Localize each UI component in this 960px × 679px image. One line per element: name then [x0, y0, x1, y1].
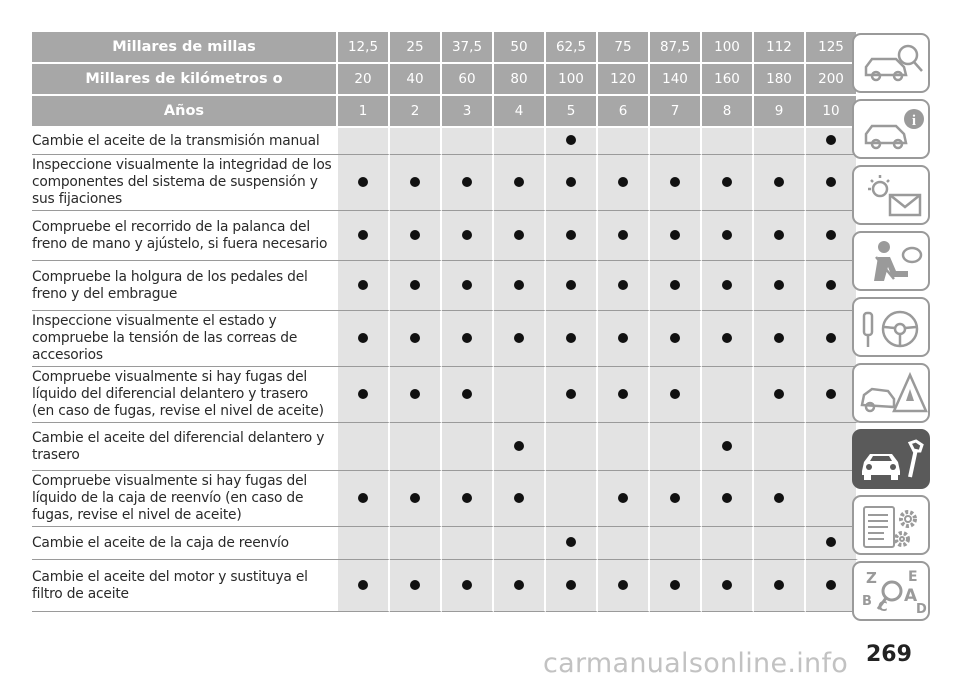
header-value: 100	[546, 64, 598, 96]
table-row	[32, 471, 858, 527]
table-row	[32, 367, 858, 423]
scheduled-dot-icon	[462, 389, 472, 399]
schedule-cell	[442, 367, 494, 423]
header-value: 8	[702, 96, 754, 128]
schedule-cell	[494, 423, 546, 471]
scheduled-dot-icon	[462, 280, 472, 290]
table-row	[32, 560, 858, 612]
scheduled-dot-icon	[774, 177, 784, 187]
header-value: 9	[754, 96, 806, 128]
svg-text:Z: Z	[866, 569, 877, 587]
schedule-cell	[546, 155, 598, 211]
scheduled-dot-icon	[566, 280, 576, 290]
scheduled-dot-icon	[722, 280, 732, 290]
schedule-cell	[546, 423, 598, 471]
schedule-cell	[702, 311, 754, 367]
schedule-cell	[390, 471, 442, 527]
schedule-cell	[442, 155, 494, 211]
scheduled-dot-icon	[514, 177, 524, 187]
header-value: 5	[546, 96, 598, 128]
scheduled-dot-icon	[774, 493, 784, 503]
header-value: 120	[598, 64, 650, 96]
schedule-cell	[494, 367, 546, 423]
schedule-cell	[754, 155, 806, 211]
schedule-cell	[650, 211, 702, 261]
scheduled-dot-icon	[462, 230, 472, 240]
schedule-cell	[806, 261, 858, 311]
scheduled-dot-icon	[670, 177, 680, 187]
schedule-cell	[546, 128, 598, 155]
schedule-cell	[806, 128, 858, 155]
header-value: 200	[806, 64, 858, 96]
header-value: 6	[598, 96, 650, 128]
header-value: 12,5	[338, 32, 390, 64]
schedule-cell	[702, 423, 754, 471]
schedule-cell	[650, 367, 702, 423]
schedule-cell	[598, 367, 650, 423]
header-value: 10	[806, 96, 858, 128]
schedule-cell	[494, 471, 546, 527]
schedule-cell	[494, 560, 546, 612]
scheduled-dot-icon	[618, 280, 628, 290]
schedule-cell	[442, 261, 494, 311]
schedule-cell	[338, 128, 390, 155]
scheduled-dot-icon	[410, 493, 420, 503]
scheduled-dot-icon	[722, 230, 732, 240]
maintenance-schedule-table	[32, 32, 858, 612]
scheduled-dot-icon	[358, 389, 368, 399]
header-value: 125	[806, 32, 858, 64]
schedule-cell	[754, 367, 806, 423]
schedule-cell	[494, 211, 546, 261]
scheduled-dot-icon	[462, 493, 472, 503]
svg-text:i: i	[911, 113, 917, 129]
scheduled-dot-icon	[774, 230, 784, 240]
schedule-cell	[338, 211, 390, 261]
schedule-cell	[598, 560, 650, 612]
schedule-cell	[546, 311, 598, 367]
schedule-cell	[546, 261, 598, 311]
schedule-cell	[442, 423, 494, 471]
schedule-cell	[494, 128, 546, 155]
header-value: 37,5	[442, 32, 494, 64]
scheduled-dot-icon	[826, 280, 836, 290]
header-value: 40	[390, 64, 442, 96]
sidebar-tab[interactable]	[852, 231, 930, 291]
svg-text:A: A	[904, 586, 918, 606]
schedule-cell	[806, 311, 858, 367]
schedule-cell	[338, 527, 390, 560]
schedule-cell	[650, 311, 702, 367]
svg-text:C: C	[878, 600, 888, 615]
scheduled-dot-icon	[670, 493, 680, 503]
scheduled-dot-icon	[618, 333, 628, 343]
table-row	[32, 261, 858, 311]
schedule-cell	[390, 367, 442, 423]
header-value: 140	[650, 64, 702, 96]
sidebar-tab[interactable]	[852, 561, 930, 621]
schedule-cell	[754, 423, 806, 471]
schedule-cell	[806, 367, 858, 423]
schedule-cell	[702, 155, 754, 211]
header-value: 100	[702, 32, 754, 64]
schedule-cell	[702, 471, 754, 527]
scheduled-dot-icon	[566, 177, 576, 187]
schedule-cell	[338, 367, 390, 423]
schedule-cell	[702, 128, 754, 155]
schedule-cell	[390, 423, 442, 471]
scheduled-dot-icon	[722, 441, 732, 451]
schedule-cell	[650, 261, 702, 311]
task-label: Compruebe la holgura de los pedales del freno y del embrague	[32, 261, 338, 311]
watermark: carmanualsonline.info	[543, 648, 849, 679]
header-value: 7	[650, 96, 702, 128]
scheduled-dot-icon	[358, 230, 368, 240]
schedule-cell	[390, 261, 442, 311]
sidebar-tab[interactable]	[852, 297, 930, 357]
schedule-cell	[546, 367, 598, 423]
schedule-cell	[390, 155, 442, 211]
scheduled-dot-icon	[410, 280, 420, 290]
schedule-cell	[338, 311, 390, 367]
header-value: 2	[390, 96, 442, 128]
task-label: Cambie el aceite del diferencial delantero y trasero	[32, 423, 338, 471]
schedule-cell	[598, 261, 650, 311]
schedule-cell	[338, 560, 390, 612]
scheduled-dot-icon	[826, 177, 836, 187]
scheduled-dot-icon	[358, 493, 368, 503]
scheduled-dot-icon	[566, 389, 576, 399]
schedule-cell	[442, 311, 494, 367]
scheduled-dot-icon	[514, 580, 524, 590]
schedule-cell	[702, 527, 754, 560]
schedule-cell	[598, 211, 650, 261]
schedule-cell	[598, 311, 650, 367]
scheduled-dot-icon	[774, 580, 784, 590]
task-label: Compruebe visualmente si hay fugas del líquido de la caja de reenvío (en caso de fugas, revise el nivel de aceite)	[32, 471, 338, 527]
schedule-cell	[650, 423, 702, 471]
task-label: Compruebe el recorrido de la palanca del freno de mano y ajústelo, si fuera necesario	[32, 211, 338, 261]
schedule-cell	[494, 311, 546, 367]
scheduled-dot-icon	[618, 389, 628, 399]
schedule-cell	[442, 211, 494, 261]
scheduled-dot-icon	[410, 580, 420, 590]
scheduled-dot-icon	[410, 389, 420, 399]
task-label: Inspeccione visualmente la integridad de los componentes del sistema de suspensión y sus fijaciones	[32, 155, 338, 211]
scheduled-dot-icon	[514, 230, 524, 240]
header-label: Años	[32, 96, 338, 128]
scheduled-dot-icon	[826, 333, 836, 343]
schedule-cell	[806, 155, 858, 211]
table-row	[32, 211, 858, 261]
schedule-cell	[442, 560, 494, 612]
scheduled-dot-icon	[774, 333, 784, 343]
schedule-cell	[390, 311, 442, 367]
scheduled-dot-icon	[722, 493, 732, 503]
header-label: Millares de kilómetros o	[32, 64, 338, 96]
scheduled-dot-icon	[774, 389, 784, 399]
svg-text:B: B	[862, 594, 872, 609]
scheduled-dot-icon	[618, 580, 628, 590]
scheduled-dot-icon	[358, 280, 368, 290]
header-row	[32, 32, 858, 64]
schedule-cell	[442, 527, 494, 560]
schedule-cell	[754, 471, 806, 527]
header-value: 80	[494, 64, 546, 96]
schedule-cell	[390, 211, 442, 261]
scheduled-dot-icon	[826, 389, 836, 399]
scheduled-dot-icon	[358, 333, 368, 343]
header-value: 60	[442, 64, 494, 96]
scheduled-dot-icon	[566, 135, 576, 145]
scheduled-dot-icon	[670, 333, 680, 343]
schedule-cell	[546, 471, 598, 527]
schedule-cell	[754, 311, 806, 367]
scheduled-dot-icon	[670, 389, 680, 399]
schedule-cell	[806, 560, 858, 612]
header-value: 4	[494, 96, 546, 128]
table-row	[32, 128, 858, 155]
scheduled-dot-icon	[670, 230, 680, 240]
schedule-cell	[702, 261, 754, 311]
schedule-cell	[754, 527, 806, 560]
schedule-cell	[806, 471, 858, 527]
scheduled-dot-icon	[566, 230, 576, 240]
scheduled-dot-icon	[410, 230, 420, 240]
schedule-cell	[650, 471, 702, 527]
header-value: 50	[494, 32, 546, 64]
schedule-cell	[598, 527, 650, 560]
scheduled-dot-icon	[618, 177, 628, 187]
header-value: 160	[702, 64, 754, 96]
task-label: Compruebe visualmente si hay fugas del líquido del diferencial delantero y trasero (en caso de fugas, revise el nivel de aceite)	[32, 367, 338, 423]
header-row	[32, 96, 858, 128]
table-row	[32, 527, 858, 560]
schedule-cell	[650, 155, 702, 211]
scheduled-dot-icon	[670, 280, 680, 290]
task-label: Cambie el aceite del motor y sustituya el filtro de aceite	[32, 560, 338, 612]
scheduled-dot-icon	[514, 493, 524, 503]
table-row	[32, 311, 858, 367]
header-value: 1	[338, 96, 390, 128]
schedule-cell	[754, 261, 806, 311]
scheduled-dot-icon	[826, 230, 836, 240]
schedule-cell	[754, 128, 806, 155]
scheduled-dot-icon	[774, 280, 784, 290]
schedule-cell	[702, 211, 754, 261]
schedule-cell	[806, 211, 858, 261]
schedule-cell	[702, 560, 754, 612]
scheduled-dot-icon	[410, 177, 420, 187]
schedule-cell	[806, 423, 858, 471]
sidebar-tab[interactable]	[852, 99, 930, 159]
schedule-cell	[754, 211, 806, 261]
header-value: 62,5	[546, 32, 598, 64]
sidebar-tab[interactable]	[852, 363, 930, 423]
schedule-cell	[546, 527, 598, 560]
scheduled-dot-icon	[722, 333, 732, 343]
scheduled-dot-icon	[618, 230, 628, 240]
schedule-cell	[598, 423, 650, 471]
schedule-cell	[806, 527, 858, 560]
scheduled-dot-icon	[514, 333, 524, 343]
schedule-cell	[650, 560, 702, 612]
scheduled-dot-icon	[462, 177, 472, 187]
schedule-cell	[650, 527, 702, 560]
scheduled-dot-icon	[722, 177, 732, 187]
sidebar-tab[interactable]	[852, 33, 930, 93]
scheduled-dot-icon	[514, 280, 524, 290]
table-row	[32, 155, 858, 211]
scheduled-dot-icon	[722, 580, 732, 590]
schedule-cell	[494, 261, 546, 311]
schedule-cell	[442, 128, 494, 155]
task-label: Cambie el aceite de la caja de reenvío	[32, 527, 338, 560]
header-value: 87,5	[650, 32, 702, 64]
scheduled-dot-icon	[462, 333, 472, 343]
header-value: 3	[442, 96, 494, 128]
task-label: Inspeccione visualmente el estado y compruebe la tensión de las correas de accesorios	[32, 311, 338, 367]
scheduled-dot-icon	[618, 493, 628, 503]
header-row	[32, 64, 858, 96]
schedule-cell	[702, 367, 754, 423]
scheduled-dot-icon	[358, 580, 368, 590]
scheduled-dot-icon	[358, 177, 368, 187]
header-value: 75	[598, 32, 650, 64]
schedule-cell	[546, 211, 598, 261]
sidebar-tab[interactable]	[852, 429, 930, 489]
scheduled-dot-icon	[462, 580, 472, 590]
schedule-cell	[598, 471, 650, 527]
page-number: 269	[866, 642, 912, 667]
schedule-cell	[546, 560, 598, 612]
scheduled-dot-icon	[826, 135, 836, 145]
scheduled-dot-icon	[566, 580, 576, 590]
schedule-cell	[754, 560, 806, 612]
scheduled-dot-icon	[566, 333, 576, 343]
schedule-cell	[338, 471, 390, 527]
table-row	[32, 423, 858, 471]
sidebar-tab[interactable]	[852, 495, 930, 555]
schedule-cell	[650, 128, 702, 155]
scheduled-dot-icon	[670, 580, 680, 590]
task-label: Cambie el aceite de la transmisión manual	[32, 128, 338, 155]
scheduled-dot-icon	[826, 537, 836, 547]
scheduled-dot-icon	[514, 441, 524, 451]
schedule-cell	[338, 423, 390, 471]
svg-text:D: D	[916, 602, 927, 617]
svg-text:E: E	[908, 569, 918, 585]
schedule-cell	[442, 471, 494, 527]
header-value: 112	[754, 32, 806, 64]
schedule-cell	[494, 155, 546, 211]
header-value: 25	[390, 32, 442, 64]
schedule-cell	[390, 128, 442, 155]
schedule-cell	[338, 261, 390, 311]
scheduled-dot-icon	[566, 537, 576, 547]
schedule-cell	[598, 128, 650, 155]
schedule-cell	[494, 527, 546, 560]
header-label: Millares de millas	[32, 32, 338, 64]
scheduled-dot-icon	[826, 580, 836, 590]
scheduled-dot-icon	[410, 333, 420, 343]
header-value: 180	[754, 64, 806, 96]
schedule-cell	[390, 560, 442, 612]
schedule-cell	[338, 155, 390, 211]
sidebar-tab[interactable]	[852, 165, 930, 225]
schedule-cell	[390, 527, 442, 560]
header-value: 20	[338, 64, 390, 96]
schedule-cell	[598, 155, 650, 211]
